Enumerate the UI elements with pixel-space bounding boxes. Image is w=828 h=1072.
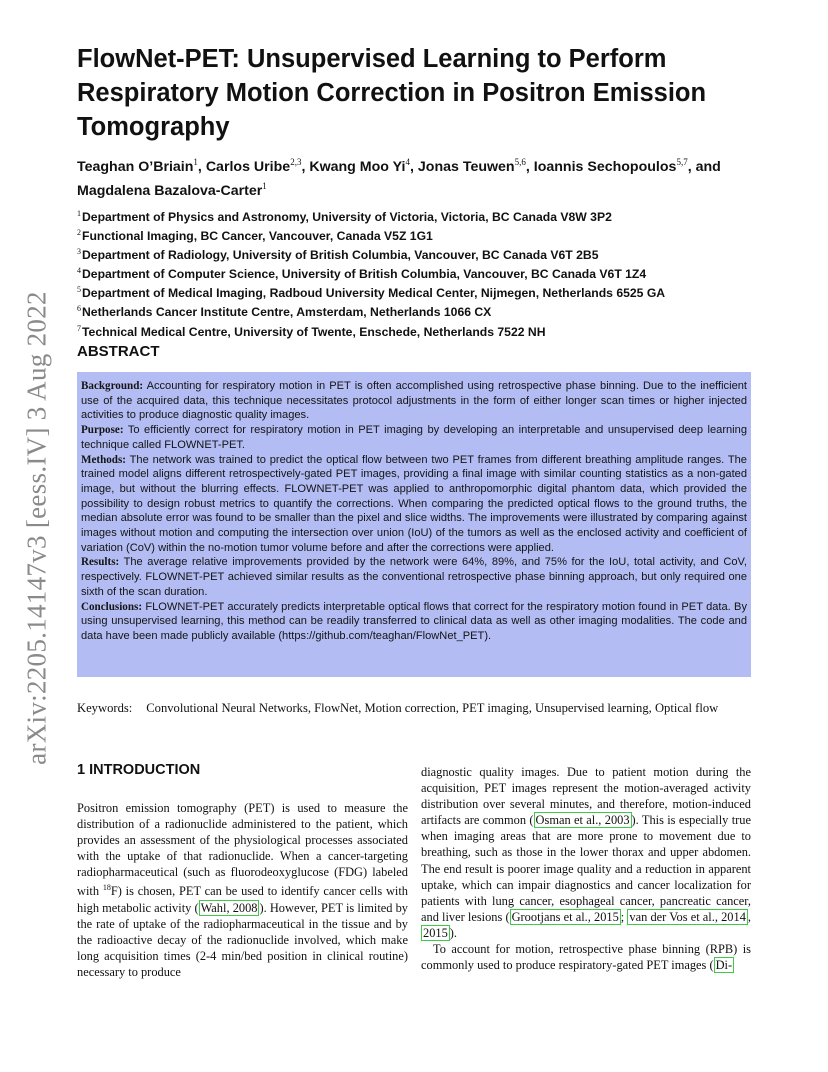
section-heading-introduction: 1 INTRODUCTION	[77, 762, 201, 778]
paper-title: FlowNet-PET: Unsupervised Learning to Perform Respiratory Motion Correction in Positron Emission Tomography	[77, 45, 707, 141]
affiliation-item	[77, 206, 777, 225]
affiliation-number: 6	[77, 304, 81, 314]
citation-link[interactable]: Grootjans et al., 2015	[511, 909, 619, 924]
citation-link[interactable]: van der Vos et al., 2014	[629, 909, 746, 924]
author-affiliation-marker: 1	[193, 157, 198, 167]
abstract-section	[81, 555, 747, 599]
abstract-section-text: The average relative improvements provided by the network were 64%, 89%, and 75% for the IoU, total activity, and CoV, respectively. FLOWNET-PET achieved similar results as the conventional retrospective phase binning approach, but only required one sixth of the scan duration.	[81, 556, 747, 598]
author-affiliation-marker: 4	[405, 157, 410, 167]
affiliation-number: 5	[77, 285, 81, 295]
affiliation-text: Department of Physics and Astronomy, University of Victoria, Victoria, BC Canada V8W 3P2	[82, 210, 612, 224]
abstract-section-text: Accounting for respiratory motion in PET is often accomplished using retrospective phase binning. Due to the inefficient use of the acquired data, this technique necessitates protocol adjustments in the form of either longer scan times or higher injected activities to produce diagnostic quality images.	[81, 380, 747, 422]
author-separator: ,	[410, 159, 418, 175]
keywords-text: Convolutional Neural Networks, FlowNet, Motion correction, PET imaging, Unsupervised learning, Optical flow	[146, 701, 719, 715]
affiliation-text: Department of Computer Science, University of British Columbia, Vancouver, BC Canada V6T 1Z4	[82, 267, 647, 282]
author-separator: ,	[197, 159, 206, 175]
abstract-section	[81, 379, 747, 423]
affiliation-list	[77, 206, 777, 340]
author-affiliation-marker: 5,7	[676, 157, 688, 167]
intro-right-column	[421, 764, 751, 973]
author-name: Magdalena Bazalova-Carter	[77, 183, 263, 199]
author-affiliation-marker: 5,6	[514, 157, 526, 167]
citation-link[interactable]: Di-	[715, 958, 733, 973]
abstract-section	[81, 453, 747, 556]
affiliation-text: Technical Medical Centre, University of Twente, Enschede, Netherlands 7522 NH	[82, 324, 546, 339]
abstract-section-text: To efficiently correct for respiratory motion in PET imaging by developing an interpretable and unsupervised deep learning technique called FLOWNET-PET.	[81, 424, 747, 451]
abstract-section-label: Methods:	[81, 453, 126, 466]
affiliation-number: 2	[77, 228, 81, 238]
author-name: Kwang Moo Yi	[309, 159, 406, 175]
author-name: Ioannis Sechopoulos	[533, 159, 677, 175]
affiliation-number: 4	[77, 266, 81, 276]
affiliation-item	[77, 301, 777, 320]
keywords	[77, 700, 751, 717]
author-affiliation-marker: 1	[262, 181, 267, 191]
author-affiliation-marker: 2,3	[290, 157, 302, 167]
affiliation-item	[77, 263, 777, 282]
affiliation-text: Netherlands Cancer Institute Centre, Amsterdam, Netherlands 1066 CX	[82, 305, 492, 320]
citation-link[interactable]: 2015	[423, 925, 448, 940]
abstract-box	[77, 372, 751, 677]
author-list	[77, 153, 757, 201]
abstract-section-label: Conclusions:	[81, 600, 143, 613]
affiliation-number: 7	[77, 323, 81, 333]
author-separator: ,	[301, 159, 310, 175]
affiliation-item	[77, 282, 777, 301]
abstract-section-text: The network was trained to predict the optical flow between two PET frames from different breathing amplitude ranges. The trained model aligns different retrospectively-gated PET images, providing a final image with similar counting statistics as a non-gated image, but without the blurring effects. FLOWNET-PET was applied to anthropomorphic digital phantom data, which provided the possibility to design robust metrics to quantify the corrections. When comparing the predicted optical flows to the ground truths, the median absolute error was found to be smaller than the pixel and slice widths. The improvements were illustrated by comparing against images without motion and computing the intersection over union (IoU) of the tumors as well as the enclosed activity and coefficient of variation (CoV) within the no-motion tumor volume before and after the corrections were applied.	[81, 453, 747, 554]
abstract-section-label: Background:	[81, 380, 144, 392]
abstract-section	[81, 423, 747, 452]
author-name: Teaghan O’Briain	[77, 159, 194, 175]
affiliation-item	[77, 244, 777, 263]
intro-paragraph-2: To account for motion, retrospective phase binning (RPB) is commonly used to produce respiratory-gated PET images ( Di-	[421, 942, 751, 973]
intro-paragraph-1: Positron emission tomography (PET) is used to measure the distribution of a radionuclide administered to the patient, which provides an assessment of the physiological processes associated with the uptake of that radionuclide. When a cancer-targeting radiopharmaceutical (such as fluorodeoxyglucose (FDG) labeled with $^{18}$F) is chosen, PET can be used to identify cancer cells with high metabolic activity ( Wahl, 2008 ). However, PET is limited by the rate of uptake of the radiopharmaceutical in the tissue and by the radioactive decay of the radionuclide involved, which make long acquisition times (2-4 min/bed position in clinical routine) necessary to produce	[77, 801, 408, 980]
affiliation-text: Department of Radiology, University of British Columbia, Vancouver, BC Canada V6T 2B5	[82, 248, 599, 263]
author-name: Jonas Teuwen	[417, 159, 515, 175]
isotope-superscript: 18	[102, 883, 111, 893]
affiliation-item	[77, 321, 777, 340]
affiliation-text: Department of Medical Imaging, Radboud University Medical Center, Nijmegen, Netherlands 6525 GA	[82, 286, 666, 301]
author-separator: , and	[687, 159, 721, 175]
abstract-section-text: FLOWNET-PET accurately predicts interpretable optical flows that correct for the respiratory motion found in PET data. By using unsupervised learning, this method can be readily transferred to clinical data as well as other imaging modalities. The code and data have been made publicly available (https://github.com/teaghan/FlowNet_PET).	[81, 600, 747, 642]
affiliation-number: 1	[77, 209, 81, 218]
affiliation-item	[77, 225, 777, 244]
arxiv-identifier: arXiv:2205.14147v3 [eess.IV] 3 Aug 2022	[21, 291, 52, 765]
abstract-section	[81, 600, 747, 644]
author-name: Carlos Uribe	[205, 159, 291, 175]
intro-paragraph-1-cont: diagnostic quality images. Due to patient motion during the acquisition, PET images represent the motion-averaged activity distribution over several minutes, and therefore, motion-induced artifacts are common ( Osman et al., 2003 ). This is especially true when imaging areas that are more prone to movement due to breathing, such as those in the lower thorax and upper abdomen. The end result is poorer image quality and a reduction in apparent uptake, which can impair diagnostics and cancer localization for patients with lung cancer, esophageal cancer, pancreatic cancer, and liver lesions ( Grootjans et al., 2015 ; van der Vos et al., 2014 , 2015 ).	[421, 765, 751, 940]
keywords-label: Keywords:	[77, 701, 133, 715]
affiliation-number: 3	[77, 247, 81, 257]
author-separator: ,	[525, 159, 534, 175]
citation-link[interactable]: Osman et al., 2003	[535, 813, 630, 828]
abstract-section-label: Purpose:	[81, 424, 124, 437]
citation-link[interactable]: Wahl, 2008	[200, 900, 258, 915]
abstract-heading: ABSTRACT	[77, 343, 160, 360]
abstract-section-label: Results:	[81, 556, 120, 569]
intro-left-column	[77, 800, 408, 980]
affiliation-text: Functional Imaging, BC Cancer, Vancouver, Canada V5Z 1G1	[82, 229, 433, 244]
